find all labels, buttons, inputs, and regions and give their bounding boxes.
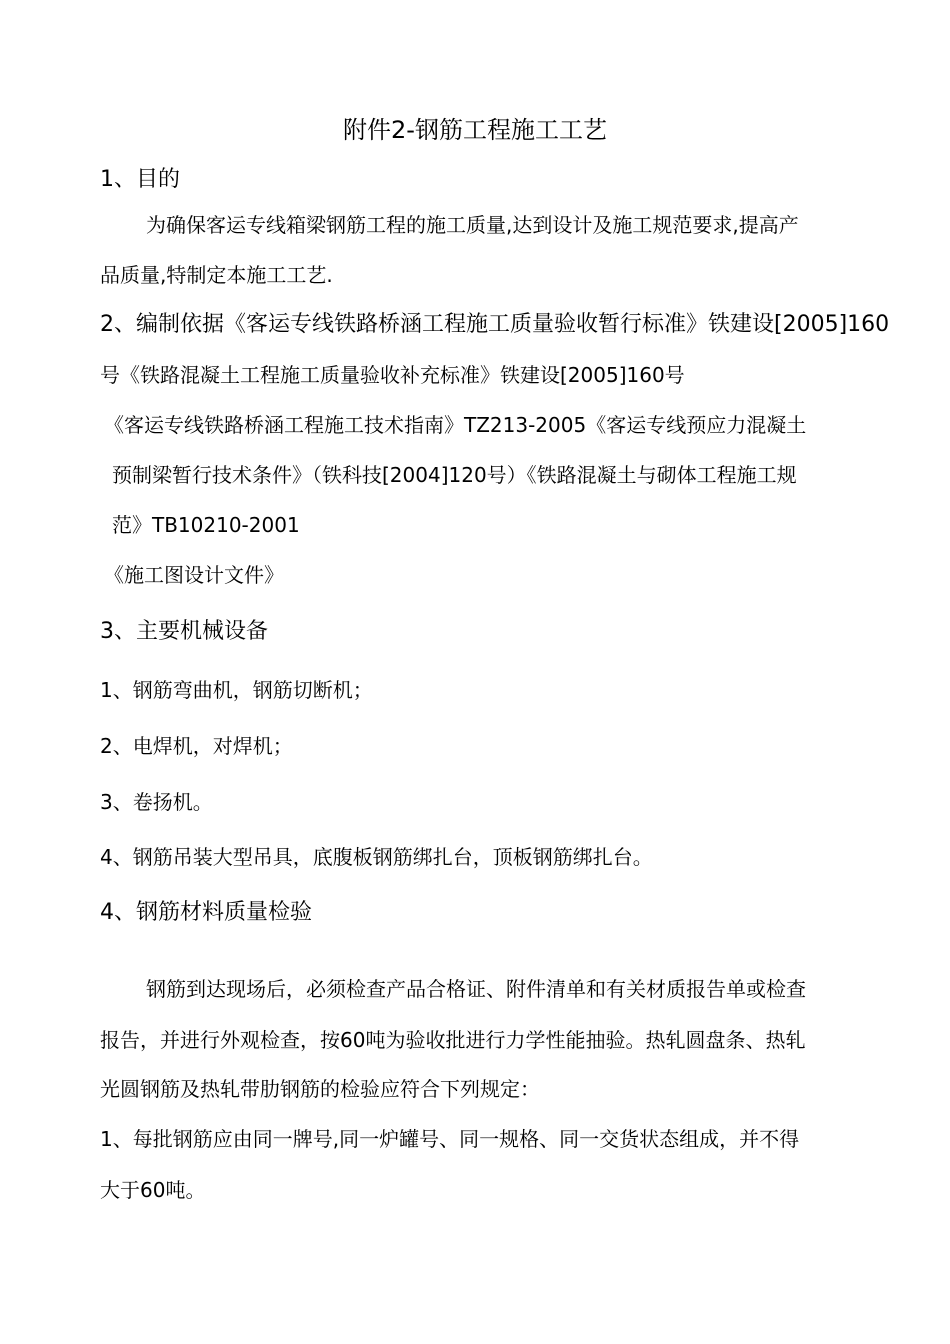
purpose-paragraph-line: 品质量,特制定本施工工艺.	[100, 263, 333, 287]
inspection-rule-line: 大于60吨。	[100, 1178, 206, 1202]
section-heading-basis: 2、编制依据《客运专线铁路桥涵工程施工质量验收暂行标准》铁建设[2005]160	[100, 312, 890, 337]
equipment-list-item: 3、卷扬机。	[100, 790, 213, 814]
basis-reference-line: 《客运专线铁路桥涵工程施工技术指南》TZ213-2005《客运专线预应力混凝土	[104, 413, 807, 437]
equipment-list-item: 2、电焊机，对焊机；	[100, 734, 293, 758]
basis-reference-line: 范》TB10210-2001	[112, 513, 300, 537]
basis-reference-line: 预制梁暂行技术条件》（铁科技[2004]120号）《铁路混凝土与砌体工程施工规	[112, 463, 797, 487]
basis-reference-line: 号《铁路混凝土工程施工质量验收补充标准》铁建设[2005]160号	[100, 363, 685, 387]
inspection-paragraph-line: 钢筋到达现场后，必须检查产品合格证、附件清单和有关材质报告单或检查	[146, 977, 806, 1001]
document-title: 附件2-钢筋工程施工工艺	[343, 116, 607, 144]
section-heading-purpose: 1、目的	[100, 167, 180, 192]
equipment-list-item: 1、钢筋弯曲机，钢筋切断机；	[100, 678, 373, 702]
inspection-paragraph-line: 报告，并进行外观检查，按60吨为验收批进行力学性能抽验。热轧圆盘条、热轧	[100, 1028, 806, 1052]
section-heading-inspection: 4、钢筋材料质量检验	[100, 900, 312, 925]
section-heading-equipment: 3、主要机械设备	[100, 619, 268, 644]
inspection-rule-line: 1、每批钢筋应由同一牌号,同一炉罐号、同一规格、同一交货状态组成，并不得	[100, 1127, 800, 1151]
inspection-paragraph-line: 光圆钢筋及热轧带肋钢筋的检验应符合下列规定：	[100, 1077, 540, 1101]
basis-reference-line: 《施工图设计文件》	[104, 563, 284, 587]
purpose-paragraph-line: 为确保客运专线箱梁钢筋工程的施工质量,达到设计及施工规范要求,提高产	[146, 213, 799, 237]
equipment-list-item: 4、钢筋吊装大型吊具，底腹板钢筋绑扎台，顶板钢筋绑扎台。	[100, 845, 653, 869]
